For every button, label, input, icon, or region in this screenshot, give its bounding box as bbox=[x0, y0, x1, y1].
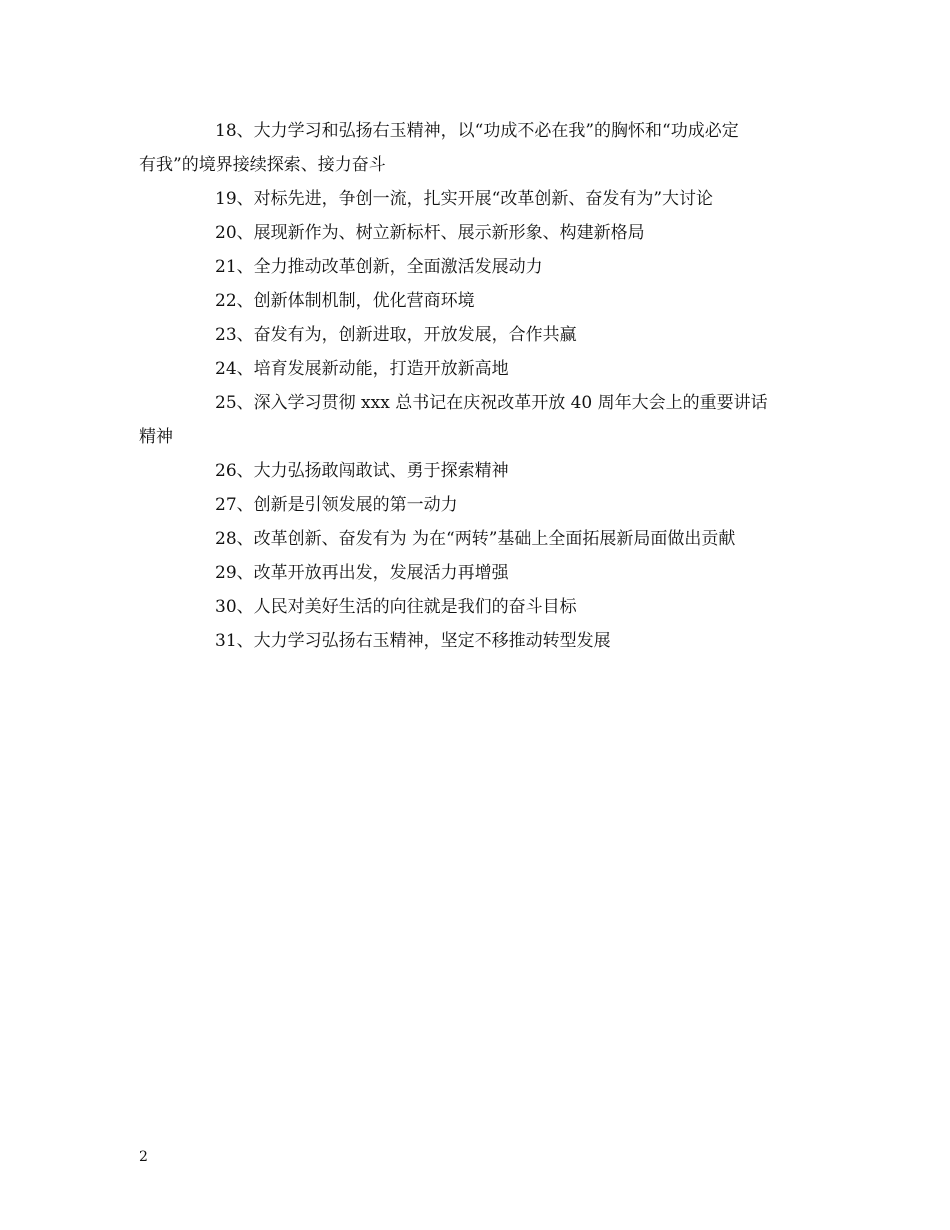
list-item-text: 20、展现新作为、树立新标杆、展示新形象、构建新格局 bbox=[215, 223, 645, 243]
list-item bbox=[139, 522, 819, 556]
list-item-text: 31、大力学习弘扬右玉精神，坚定不移推动转型发展 bbox=[215, 631, 611, 651]
list-item bbox=[139, 318, 819, 352]
list-item bbox=[139, 624, 819, 658]
list-item-text: 23、奋发有为，创新进取，开放发展，合作共赢 bbox=[215, 325, 577, 345]
list-item-text: 24、培育发展新动能，打造开放新高地 bbox=[215, 359, 509, 379]
list-item-text: 19、对标先进，争创一流，扎实开展“改革创新、奋发有为”大讨论 bbox=[215, 189, 714, 209]
list-item-text: 28、改革创新、奋发有为 为在“两转”基础上全面拓展新局面做出贡献 bbox=[215, 529, 736, 549]
list-item bbox=[139, 454, 819, 488]
list-item-text: 29、改革开放再出发，发展活力再增强 bbox=[215, 563, 509, 583]
list-item bbox=[139, 590, 819, 624]
list-item bbox=[139, 386, 819, 454]
list-item bbox=[139, 250, 819, 284]
list-item bbox=[139, 182, 819, 216]
document-body bbox=[139, 114, 819, 658]
list-item-text: 18、大力学习和弘扬右玉精神，以“功成不必在我”的胸怀和“功成必定 bbox=[215, 121, 739, 141]
list-item-text: 30、人民对美好生活的向往就是我们的奋斗目标 bbox=[215, 597, 577, 617]
list-item-text: 27、创新是引领发展的第一动力 bbox=[215, 495, 458, 515]
list-item-text: 22、创新体制机制，优化营商环境 bbox=[215, 291, 475, 311]
page-number: 2 bbox=[139, 1149, 148, 1165]
list-item-text: 21、全力推动改革创新，全面激活发展动力 bbox=[215, 257, 543, 277]
list-item-continuation: 精神 bbox=[139, 427, 173, 447]
list-item bbox=[139, 488, 819, 522]
list-item bbox=[139, 556, 819, 590]
list-item bbox=[139, 284, 819, 318]
list-item-text: 26、大力弘扬敢闯敢试、勇于探索精神 bbox=[215, 461, 509, 481]
list-item-text: 25、深入学习贯彻 xxx 总书记在庆祝改革开放 40 周年大会上的重要讲话 bbox=[215, 393, 768, 413]
list-item bbox=[139, 216, 819, 250]
list-item bbox=[139, 352, 819, 386]
list-item-continuation: 有我”的境界接续探索、接力奋斗 bbox=[139, 155, 386, 175]
list-item bbox=[139, 114, 819, 182]
